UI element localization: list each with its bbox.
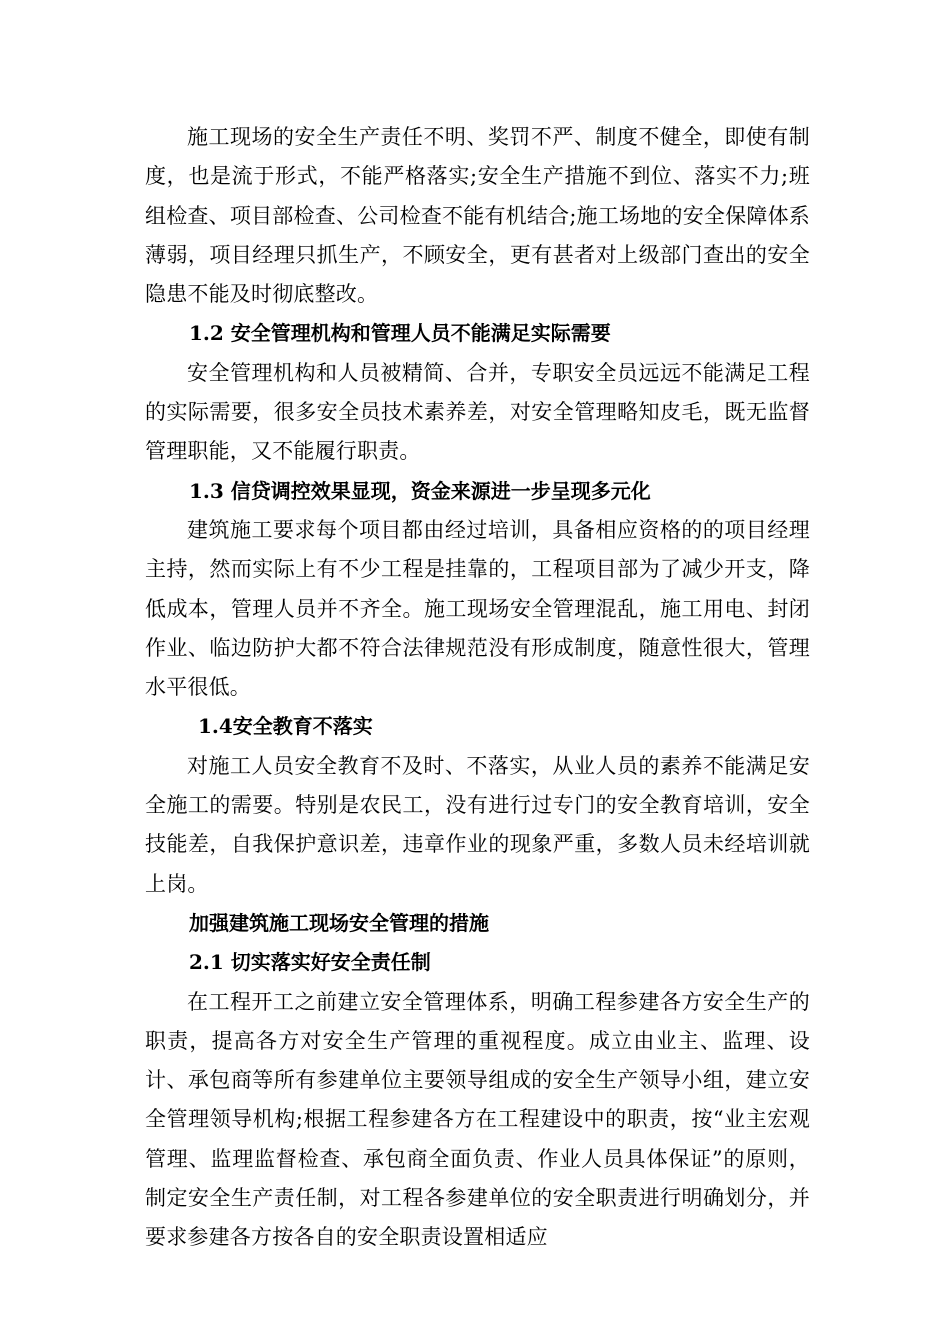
heading-1-4: 1.4安全教育不落实 [198,714,373,739]
paragraph-safety-responsibility: 施工现场的安全生产责任不明、奖罚不严、制度不健全，即使有制度，也是流于形式，不能严格落实;安全生产措施不到位、落实不力;班组检查、项目部检查、公司检查不能有机结合;施工场地的安全保障体系薄弱，项目经理只抓生产，不顾安全，更有甚者对上级部门查出的安全隐患不能及时彻底整改。 [145,125,810,307]
heading-1-3: 1.3 信贷调控效果显现，资金来源进一步呈现多元化 [189,478,651,503]
heading-measures: 加强建筑施工现场安全管理的措施 [189,910,489,935]
paragraph-management-staff: 安全管理机构和人员被精简、合并，专职安全员远远不能满足工程的实际需要，很多安全员技术素养差，对安全管理略知皮毛，既无监督管理职能，又不能履行职责。 [145,360,810,464]
heading-2-1: 2.1 切实落实好安全责任制 [189,950,431,975]
heading-1-2: 1.2 安全管理机构和管理人员不能满足实际需要 [189,321,611,346]
paragraph-project-manager: 建筑施工要求每个项目都由经过培训，具备相应资格的的项目经理主持，然而实际上有不少工程是挂靠的，工程项目部为了减少开支，降低成本，管理人员并不齐全。施工现场安全管理混乱，施工用电、封闭作业、临边防护大都不符合法律规范没有形成制度，随意性很大，管理水平很低。 [145,517,810,700]
paragraph-safety-education: 对施工人员安全教育不及时、不落实，从业人员的素养不能满足安全施工的需要。特别是农民工，没有进行过专门的安全教育培训，安全技能差，自我保护意识差，违章作业的现象严重，多数人员未经培训就上岗。 [145,753,810,896]
paragraph-responsibility-system: 在工程开工之前建立安全管理体系，明确工程参建各方安全生产的职责，提高各方对安全生产管理的重视程度。成立由业主、监理、设计、承包商等所有参建单位主要领导组成的安全生产领导小组，建立安全管理领导机构;根据工程参建各方在工程建设中的职责，按“业主宏观管理、监理监督检查、承包商全面负责、作业人员具体保证”的原则，制定安全生产责任制，对工程各参建单位的安全职责进行明确划分，并要求参建各方按各自的安全职责设置相适应 [145,989,810,1250]
document-body [145,118,810,1258]
